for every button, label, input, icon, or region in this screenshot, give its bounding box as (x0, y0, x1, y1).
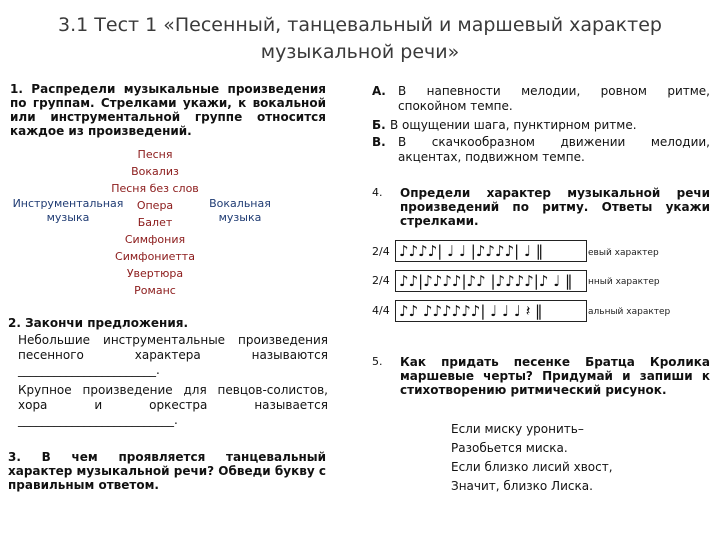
poem-line: Если миску уронить– (451, 422, 584, 436)
rhythm-meter: 2/4 (372, 274, 390, 287)
task1-text: 1. Распредели музыкальные произведения по группам. Стрелками укажи, к вокальной или инструментальной группе относится каждое из произведений. (10, 82, 326, 138)
group-instrumental (8, 197, 128, 225)
rhythm-meter: 2/4 (372, 245, 390, 258)
rhythm-character-3: альный характер (588, 307, 671, 317)
task3-text: 3. В чем проявляется танцевальный характер музыкальной речи? Обведи букву с правильным ответом. (8, 450, 326, 492)
answer-text: В напевности мелодии, ровном ритме, спокойном темпе. (398, 84, 710, 113)
work-item: Увертюра (126, 267, 184, 280)
title-line-1: 3.1 Тест 1 «Песенный, танцевальный и маршевый характер (58, 14, 662, 36)
answer-text: В скачкообразном движении мелодии, акцентах, подвижном темпе. (398, 135, 710, 164)
page-title (30, 12, 690, 66)
answer-letter: Б. (372, 118, 386, 132)
poem-line: Разобьется миска. (451, 441, 568, 455)
task5-text: Как придать песенке Братца Кролика маршевые черты? Придумай и запиши к стихотворению ритмический рисунок. (400, 355, 710, 397)
group-vocal (190, 197, 290, 225)
work-item: Песня без слов (111, 182, 199, 195)
group-instrumental-line1: Инструментальная (12, 197, 124, 210)
rhythm-pattern-2: ♪♪|♪♪♪♪|♪♪ |♪♪♪♪|♪ ♩ ‖ (395, 270, 587, 292)
rhythm-pattern-1: ♪♪♪♪| ♩ ♩ |♪♪♪♪| ♩ ‖ (395, 240, 587, 262)
title-line-2: музыкальной речи» (260, 41, 460, 63)
task4-text: Определи характер музыкальной речи произведений по ритму. Ответы укажи стрелками. (400, 186, 710, 228)
work-item: Романс (134, 284, 176, 297)
rhythm-character-2: нный характер (588, 277, 660, 287)
poem-line: Если близко лисий хвост, (451, 460, 613, 474)
poem (451, 420, 691, 496)
rhythm-meter: 4/4 (372, 304, 390, 317)
task4-number: 4. (372, 186, 383, 199)
answer-c[interactable] (372, 135, 710, 165)
group-vocal-line2: музыка (218, 211, 262, 224)
answer-a[interactable] (372, 84, 710, 114)
answer-text: В ощущении шага, пунктирном ритме. (390, 118, 637, 132)
group-instrumental-line2: музыка (46, 211, 90, 224)
rhythm-character-1: евый характер (588, 248, 659, 258)
work-item: Симфония (124, 233, 186, 246)
work-item: Балет (137, 216, 173, 229)
poem-line: Значит, близко Лиска. (451, 479, 593, 493)
rhythm-pattern-3: ♪♪ ♪♪♪♪♪♪| ♩ ♩ ♩ 𝄽 ‖ (395, 300, 587, 322)
work-item: Симфониетта (115, 250, 195, 263)
work-item: Опера (136, 199, 174, 212)
task2-sentence-2: Крупное произведение для певцов-солистов, хора и оркестра называется __________________________. (18, 383, 328, 427)
work-item: Песня (137, 148, 173, 161)
task2-heading: 2. Закончи предложения. (8, 316, 188, 330)
task5-number: 5. (372, 355, 383, 368)
answer-letter: А. (372, 84, 386, 98)
answer-b[interactable] (372, 118, 710, 133)
task2-sentence-1: Небольшие инструментальные произведения песенного характера называются _______________________. (18, 333, 328, 377)
group-vocal-line1: Вокальная (209, 197, 271, 210)
work-item: Вокализ (131, 165, 179, 178)
answer-letter: В. (372, 135, 386, 149)
